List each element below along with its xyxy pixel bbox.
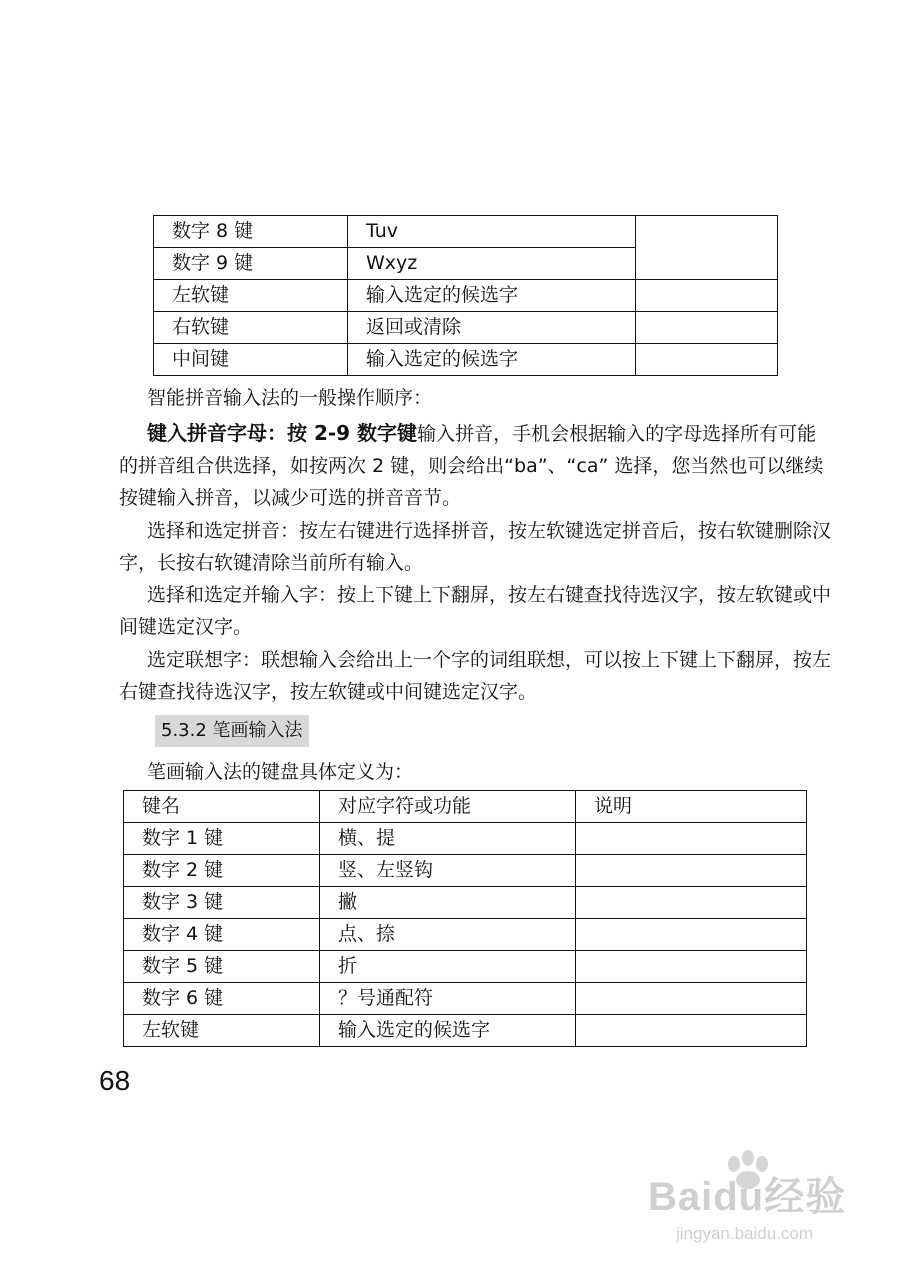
table-header-row xyxy=(124,791,807,823)
table-cell: 数字 5 键 xyxy=(124,951,320,983)
table-cell: 数字 6 键 xyxy=(124,983,320,1015)
table-cell: 数字 3 键 xyxy=(124,887,320,919)
table-cell: 点、捺 xyxy=(320,919,576,951)
paragraph-step-1 xyxy=(119,417,834,514)
table-row xyxy=(124,919,807,951)
table-cell xyxy=(576,823,807,855)
table-row xyxy=(124,951,807,983)
table-cell xyxy=(576,983,807,1015)
table-cell xyxy=(636,280,778,312)
intro-text-2: 笔画输入法的键盘具体定义为： xyxy=(147,761,414,783)
watermark-logo: Baidu经验 xyxy=(648,1175,847,1219)
table-cell: 数字 1 键 xyxy=(124,823,320,855)
table-cell xyxy=(636,216,778,280)
table-cell: Tuv xyxy=(348,216,636,248)
paragraph-step-3: 选择和选定并输入字：按上下键上下翻屏，按左右键查找待选汉字，按左软键或中间键选定汉字。 xyxy=(119,584,832,638)
table-cell: 中间键 xyxy=(154,344,348,376)
table-cell: 输入选定的候选字 xyxy=(320,1015,576,1047)
table-row xyxy=(154,216,778,248)
table-cell xyxy=(576,951,807,983)
table-cell: 右软键 xyxy=(154,312,348,344)
paragraph-step-4: 选定联想字：联想输入会给出上一个字的词组联想，可以按上下键上下翻屏，按左右键查找待选汉字，按左软键或中间键选定汉字。 xyxy=(119,649,832,703)
table-row xyxy=(154,280,778,312)
table-row xyxy=(124,983,807,1015)
table-cell: 数字 9 键 xyxy=(154,248,348,280)
table-cell xyxy=(636,344,778,376)
table-header-cell: 对应字符或功能 xyxy=(320,791,576,823)
table-cell: ？号通配符 xyxy=(320,983,576,1015)
key-table-stroke xyxy=(123,790,807,1047)
table-header-cell: 键名 xyxy=(124,791,320,823)
step-1-text: 输入拼音，手机会根据输入的字母选择所有可能的拼音组合供选择，如按两次 2 键，则会给出“ba”、“ca” 选择，您当然也可以继续按键输入拼音，以减少可选的拼音音节。 xyxy=(119,423,824,509)
table-row xyxy=(124,887,807,919)
table-cell: 输入选定的候选字 xyxy=(348,344,636,376)
table-cell: 撇 xyxy=(320,887,576,919)
table-cell: 数字 8 键 xyxy=(154,216,348,248)
table-cell: 竖、左竖钩 xyxy=(320,855,576,887)
baidu-watermark xyxy=(648,1150,868,1260)
watermark-url: jingyan.baidu.com xyxy=(676,1224,814,1243)
table-cell xyxy=(576,919,807,951)
table-cell: 返回或清除 xyxy=(348,312,636,344)
paragraph-step-2: 选择和选定拼音：按左右键进行选择拼音，按左软键选定拼音后，按右软键删除汉字，长按右软键清除当前所有输入。 xyxy=(119,520,832,574)
table-cell: Wxyz xyxy=(348,248,636,280)
table-cell: 数字 2 键 xyxy=(124,855,320,887)
table-cell: 左软键 xyxy=(154,280,348,312)
step-1-bold-lead: 键入拼音字母：按 2-9 数字键 xyxy=(147,421,418,445)
table-cell: 左软键 xyxy=(124,1015,320,1047)
table-cell: 数字 4 键 xyxy=(124,919,320,951)
table-cell xyxy=(576,887,807,919)
table-header-cell: 说明 xyxy=(576,791,807,823)
table-cell xyxy=(576,855,807,887)
page-number: 68 xyxy=(99,1065,131,1096)
section-heading: 5.3.2 笔画输入法 xyxy=(155,715,309,747)
table-cell: 输入选定的候选字 xyxy=(348,280,636,312)
table-row xyxy=(124,855,807,887)
table-row xyxy=(154,312,778,344)
intro-text: 智能拼音输入法的一般操作顺序： xyxy=(147,387,433,409)
table-row xyxy=(154,344,778,376)
table-cell: 折 xyxy=(320,951,576,983)
table-cell xyxy=(636,312,778,344)
table-row xyxy=(124,823,807,855)
table-row xyxy=(124,1015,807,1047)
table-cell: 横、提 xyxy=(320,823,576,855)
table-cell xyxy=(576,1015,807,1047)
key-table-pinyin xyxy=(153,215,778,376)
